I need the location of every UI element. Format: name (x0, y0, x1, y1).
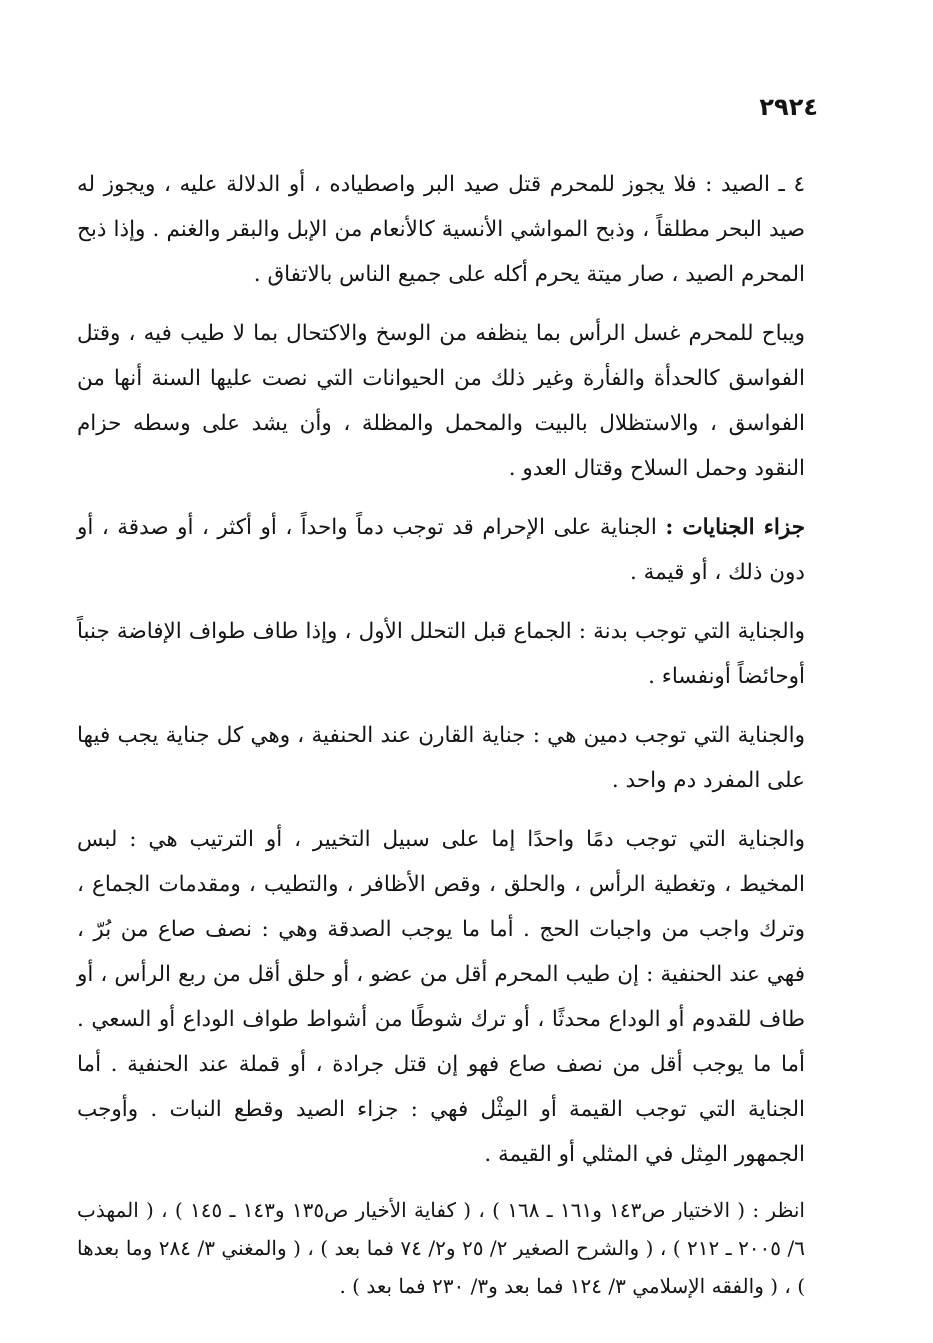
paragraph-one-sacrifice (77, 817, 805, 1177)
paragraph-hunting (77, 162, 805, 297)
page-number: ٢٩٢٤ (759, 93, 818, 121)
paragraph-text: والجناية التي توجب بدنة : الجماع قبل التحلل الأول ، وإذا طاف طواف الإفاضة جنباً أوحائضاً أونفساء . (77, 619, 805, 689)
references: انظر : ( الاختيار ص١٤٣ و١٦١ ـ ١٦٨ ) ، ( كفاية الأخيار ص١٣٥ و١٤٣ ـ ١٤٥ ) ، ( المهذب ٦/ ٢٠٠٥ ـ ٢١٢ ) ، ( والشرح الصغير ٢/ ٢٥ و٢/ ٧٤ فما بعد ) ، ( والمغني ٣/ ٢٨٤ وما بعدها ) ، ( والفقه الإسلامي ٣/ ١٢٤ فما بعد و٣/ ٢٣٠ فما بعد ) . (77, 1198, 805, 1298)
section-heading: جزاء الجنايات : (665, 515, 805, 540)
paragraph-permitted-acts (77, 311, 805, 491)
paragraph-text: ٤ ـ الصيد : فلا يجوز للمحرم قتل صيد البر واصطياده ، أو الدلالة عليه ، ويجوز له صيد البحر مطلقاً ، وذبح المواشي الأنسية كالأنعام من الإبل والبقر والغنم . وإذا ذبح المحرم الصيد ، صار ميتة يحرم أكله على جميع الناس بالاتفاق . (77, 172, 805, 287)
main-text (77, 162, 805, 1319)
paragraph-penalties (77, 505, 805, 595)
paragraph-text: والجناية التي توجب دمين هي : جناية القارن عند الحنفية ، وهي كل جناية يجب فيها على المفرد دم واحد . (77, 723, 805, 793)
paragraph-two-sacrifices (77, 713, 805, 803)
paragraph-text: ويباح للمحرم غسل الرأس بما ينظفه من الوسخ والاكتحال بما لا طيب فيه ، وقتل الفواسق كالحدأة والفأرة وغير ذلك من الحيوانات التي نصت عليها السنة أنها من الفواسق ، والاستظلال بالبيت والمحمل والمظلة ، وأن يشد على وسطه حزام النقود وحمل السلاح وقتال العدو . (77, 321, 805, 481)
paragraph-text: الجناية على الإحرام قد توجب دماً واحداً ، أو أكثر ، أو صدقة ، أو دون ذلك ، أو قيمة . (77, 515, 805, 585)
paragraph-text: والجناية التي توجب دمًا واحدًا إما على سبيل التخيير ، أو الترتيب هي : لبس المخيط ، وتغطية الرأس ، والحلق ، وقص الأظافر ، والتطيب ، ومقدمات الجماع ، وترك واجب من واجبات الحج . أما ما يوجب الصدقة وهي : نصف صاع من بُرّ ، فهي عند الحنفية : إن طيب المحرم أقل من عضو ، أو حلق أقل من ربع الرأس ، أو طاف للقدوم أو الوداع محدثًا ، أو ترك شوطًا من أشواط طواف الوداع أو السعي . أما ما يوجب أقل من نصف صاع فهو إن قتل جرادة ، أو قملة عند الحنفية . أما الجناية التي توجب القيمة أو المِثْل فهي : جزاء الصيد وقطع النبات . وأوجب الجمهور المِثل في المثلي أو القيمة . (77, 827, 805, 1167)
paragraph-badana (77, 609, 805, 699)
